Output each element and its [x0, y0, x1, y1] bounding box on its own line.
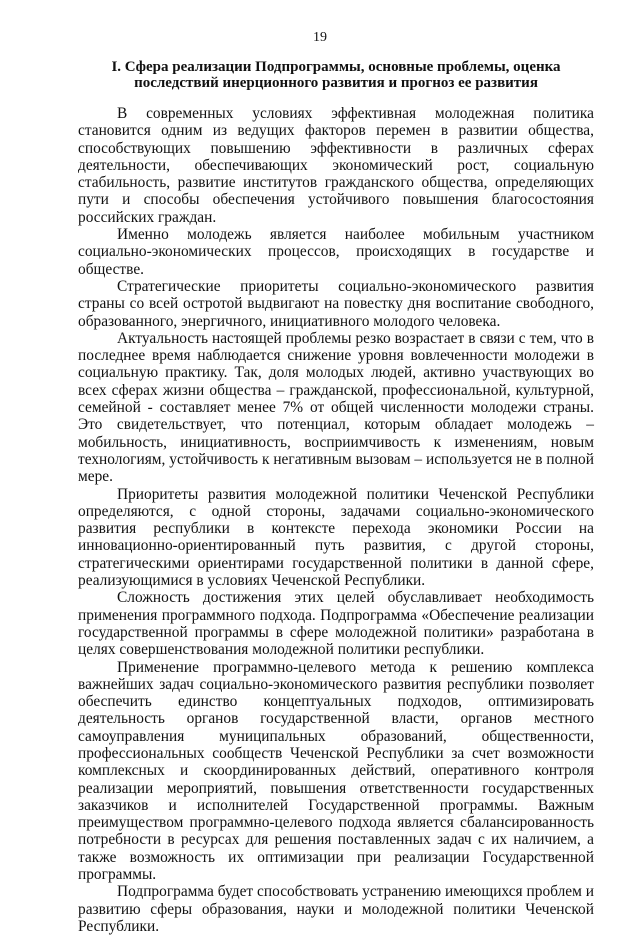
- paragraph-3: Стратегические приоритеты социально-экономического развития страны со всей остротой выдвигают на повестку дня воспитание свободного, образованного, энергичного, инициативного молодого человека.: [78, 277, 594, 330]
- paragraph-7: Применение программно-целевого метода к решению комплекса важнейших задач социально-экономического развития республики позволяет обеспечить единство концептуальных подходов, оптимизировать деятельность органов государственной власти, органов местного самоуправления муниципальных образований, общественности, профессиональных сообществ Чеченской Республики за счет возможности комплексных и скоординированных действий, оперативного контроля реализации мероприятий, повышения ответственности государственных заказчиков и исполнителей Государственной программы. Важным преимуществом программно-целевого подхода является сбалансированность потребности в ресурсах для решения поставленных задач с их наличием, а также возможность их оптимизации при реализации Государственной программы.: [78, 658, 594, 884]
- paragraph-2: Именно молодежь является наиболее мобильным участником социально-экономических процессов, происходящих в государстве и обществе.: [78, 226, 594, 278]
- section-heading-line-1: I. Сфера реализации Подпрограммы, основные проблемы, оценка: [111, 59, 561, 75]
- section-heading-line-2: последствий инерционного развития и прогноз ее развития: [134, 74, 538, 91]
- paragraph-6: Сложность достижения этих целей обуславливает необходимость применения программного подхода. Подпрограмма «Обеспечение реализации государственной программы в сфере молодежной политики» разработана в целях совершенствования молодежной политики республики.: [78, 589, 594, 659]
- page-number: 19: [313, 30, 327, 45]
- paragraph-8: Подпрограмма будет способствовать устранению имеющихся проблем и развитию сферы образования, науки и молодежной политики Чеченской Республики.: [78, 883, 594, 935]
- paragraph-4: Актуальность настоящей проблемы резко возрастает в связи с тем, что в последнее время наблюдается снижение уровня вовлеченности молодежи в социальную практику. Так, доля молодых людей, активно участвующих во всех сферах жизни общества – гражданской, профессиональной, культурной, семейной - составляет менее 7% от общей численности молодежи страны. Это свидетельствует, что потенциал, которым обладает молодежь – мобильность, инициативность, восприимчивость к изменениям, новым технологиям, устойчивость к негативным вызовам – используется не в полной мере.: [78, 329, 594, 486]
- paragraph-1: В современных условиях эффективная молодежная политика становится одним из ведущих факторов перемен в развитии общества, способствующих повышению эффективности в различных сферах деятельности, обеспечивающих экономический рост, социальную стабильность, развитие институтов гражданского общества, определяющих пути и способы обеспечения устойчивого повышения благосостояния российских граждан.: [78, 105, 594, 226]
- section-heading: [78, 60, 594, 91]
- document-body: [78, 105, 594, 935]
- paragraph-5: Приоритеты развития молодежной политики Чеченской Республики определяются, с одной стороны, задачами социально-экономического развития республики в контексте перехода экономики России на инновационно-ориентированный путь развития, с другой стороны, стратегическими ориентирами государственной политики в данной сфере, реализующимися в условиях Чеченской Республики.: [78, 485, 594, 590]
